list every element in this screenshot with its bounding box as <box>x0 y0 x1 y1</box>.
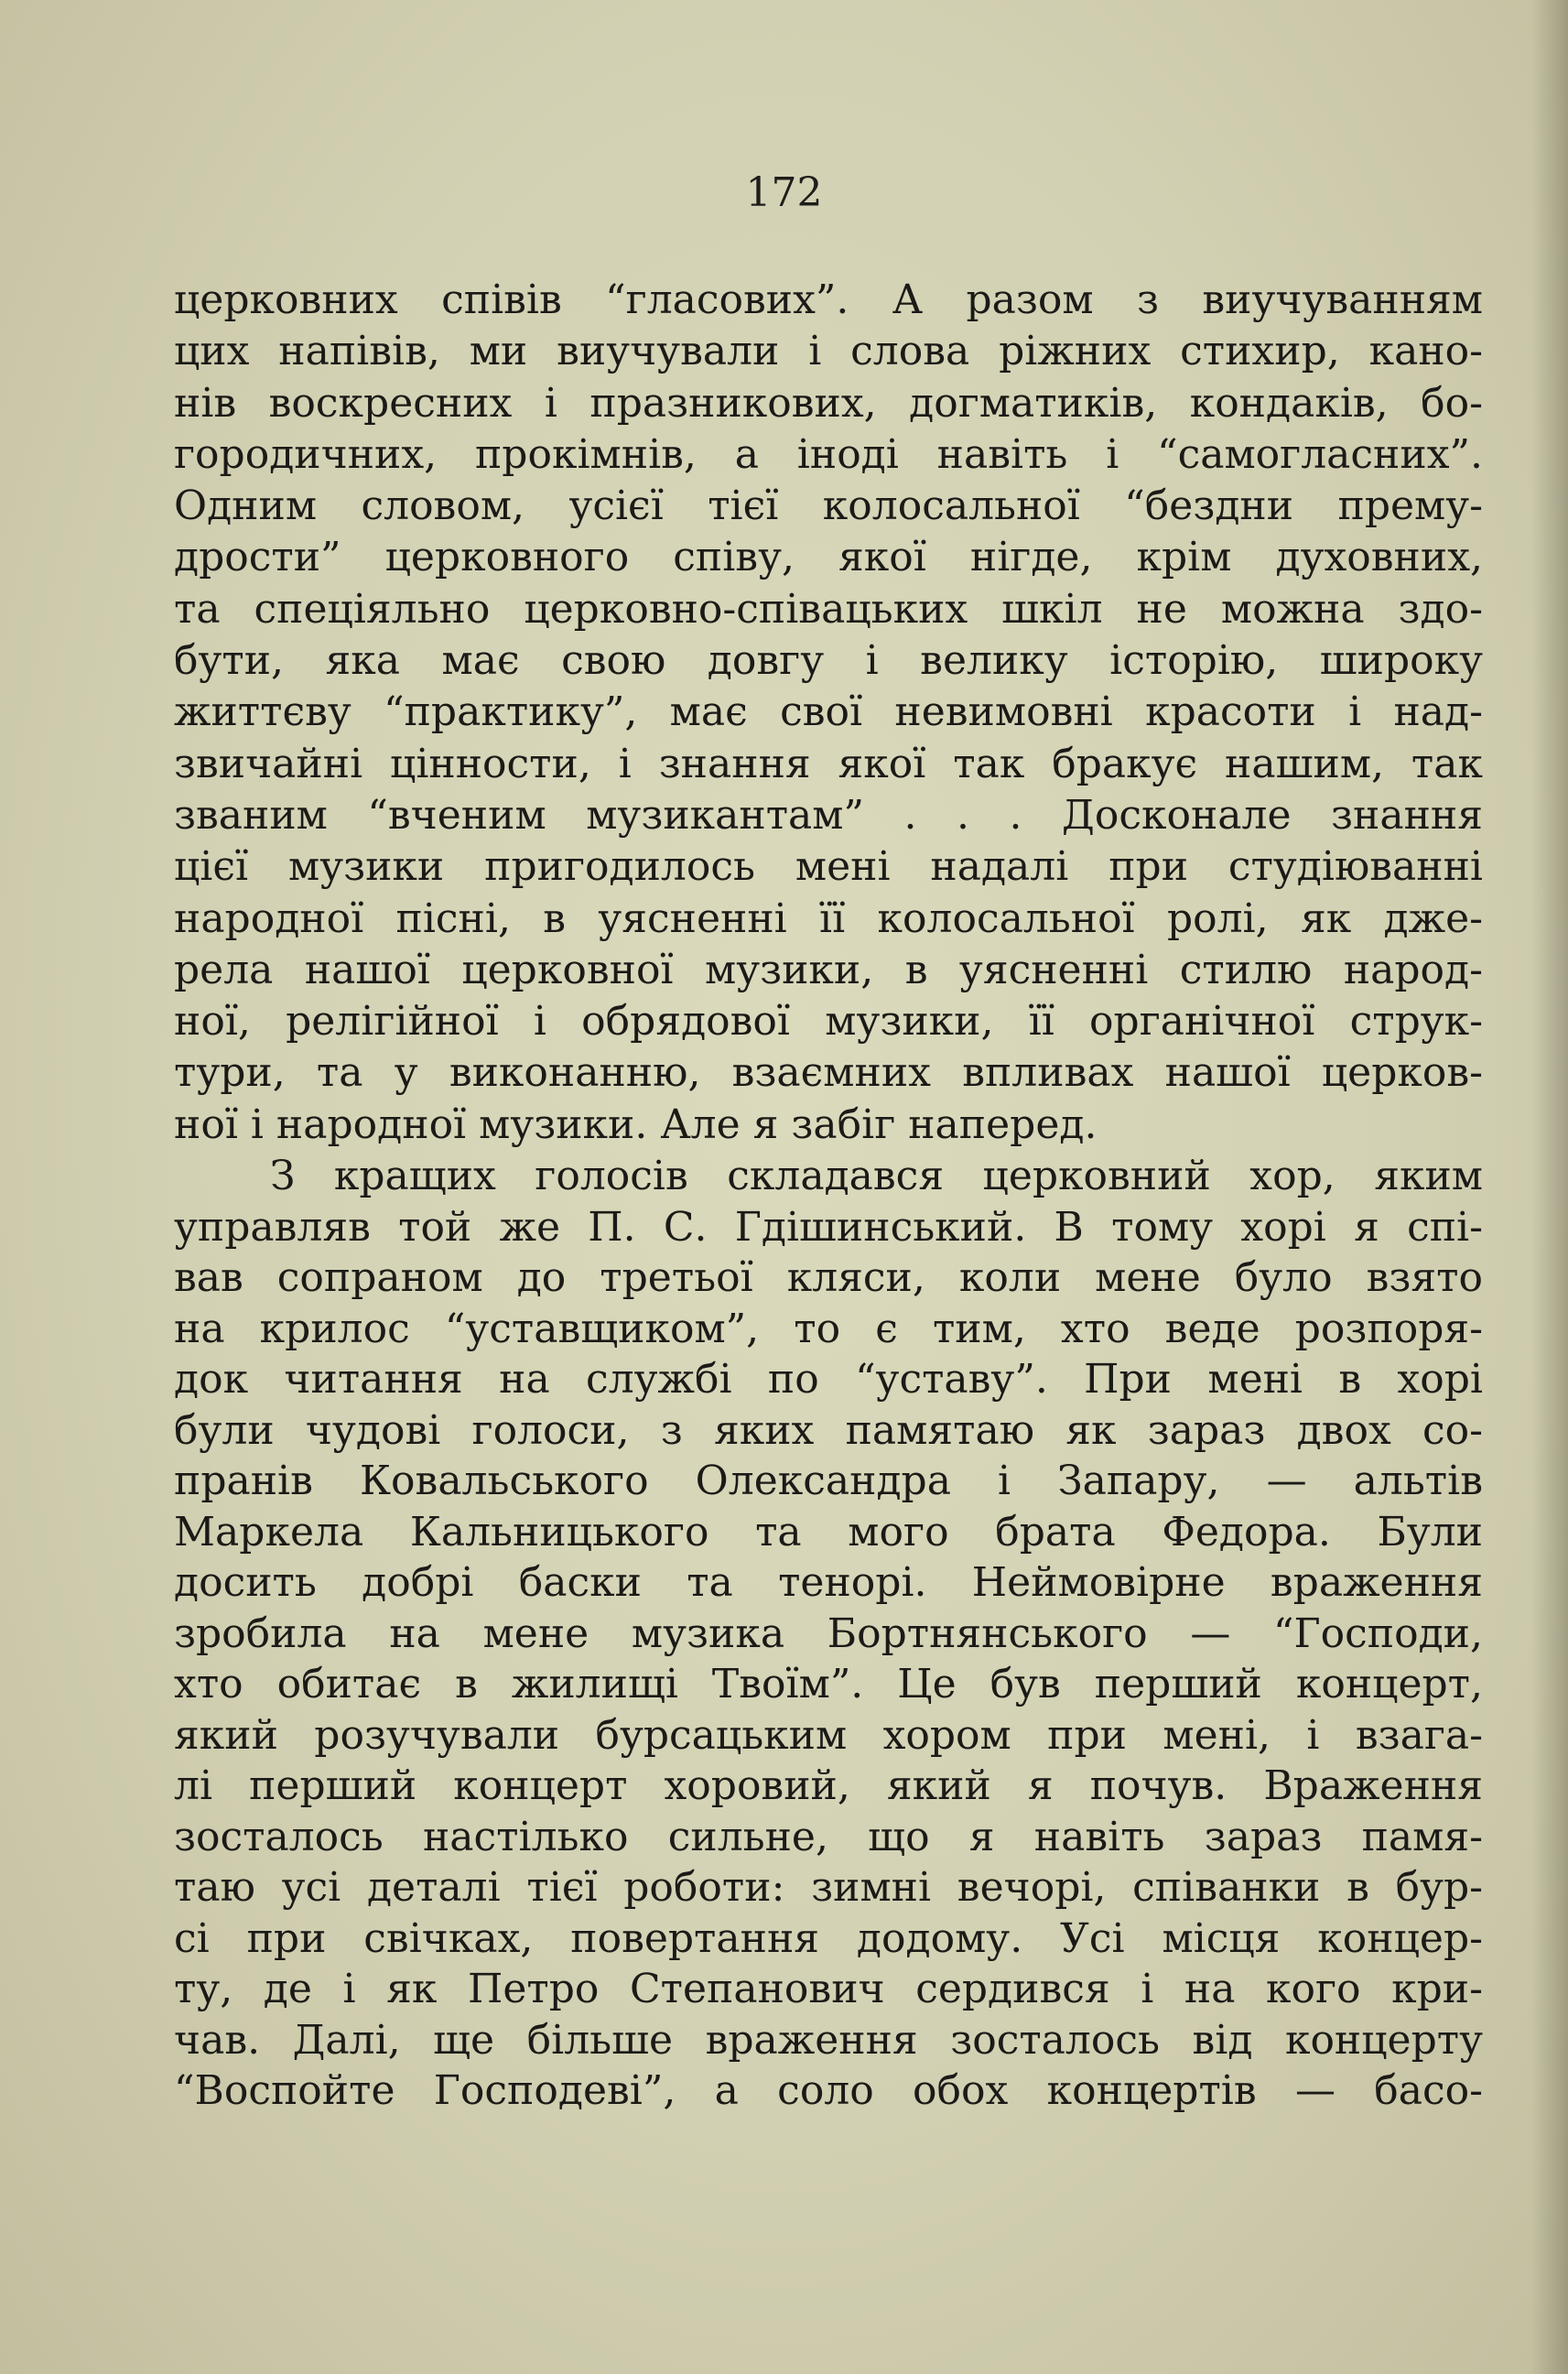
text-line: зосталось настілько сильне, що я навіть зараз памя- <box>174 1813 1483 1860</box>
text-line: тури, та у виконанню, взаємних впливах нашої церков- <box>174 1049 1483 1097</box>
text-line: нів воскресних і празникових, догматиків, кондаків, бо- <box>174 379 1483 427</box>
text-line: народної пісні, в уясненні її колосальної ролі, як дже- <box>174 894 1483 942</box>
text-line: званим “вченим музикантам” . . . Досконале знання <box>174 791 1483 839</box>
text-line: Одним словом, усієї тієї колосальної “бездни прему- <box>174 482 1483 530</box>
text-line: “Воспойте Господеві”, а соло обох концертів — басо- <box>174 2067 1483 2115</box>
text-line: ної і народної музики. Але я забіг наперед. <box>174 1100 1098 1148</box>
text-line: З кращих голосів складався церковний хор, яким <box>270 1153 1483 1200</box>
text-line: зробила на мене музика Бортнянського — “Господи, <box>174 1610 1483 1657</box>
text-line: звичайні цінности, і знання якої так бракує нашим, так <box>174 740 1483 787</box>
text-line: який розучували бурсацьким хором при мені, і взага- <box>174 1711 1483 1759</box>
body-text <box>174 275 1483 2117</box>
text-line: Маркела Кальницького та мого брата Федора. Були <box>174 1508 1483 1556</box>
text-line: цієї музики пригодилось мені надалі при студіюванні <box>174 843 1483 891</box>
text-line: життєву “практику”, має свої невимовні красоти і над- <box>174 688 1483 736</box>
text-line: сі при свічках, повертання додому. Усі місця концер- <box>174 1914 1483 1962</box>
text-line: пранів Ковальського Олександра і Запару, — альтів <box>174 1458 1483 1505</box>
paragraph-2 <box>174 1151 1483 2117</box>
text-line: церковних співів “гласових”. А разом з виучуванням <box>174 276 1483 323</box>
text-line: вав сопраном до третьої кляси, коли мене було взято <box>174 1254 1483 1302</box>
text-line: лі перший концерт хоровий, який я почув. Враження <box>174 1762 1483 1810</box>
text-line: дрости” церковного співу, якої нігде, крім духовних, <box>174 534 1483 581</box>
text-line: чав. Далі, ще більше враження зосталось від концерту <box>174 2016 1483 2064</box>
text-line: управляв той же П. С. Гдішинський. В тому хорі я спі- <box>174 1203 1483 1251</box>
text-line: на крилос “уставщиком”, то є тим, хто веде розпоря- <box>174 1305 1483 1352</box>
text-line: док читання на службі по “уставу”. При мені в хорі <box>174 1356 1483 1404</box>
text-line: ту, де і як Петро Степанович сердився і на кого кри- <box>174 1966 1483 2013</box>
text-line: бути, яка має свою довгу і велику історію, широку <box>174 637 1483 685</box>
text-line: та спеціяльно церковно-співацьких шкіл не можна здо- <box>174 585 1483 633</box>
text-line: хто обитає в жилищі Твоїм”. Це був перший концерт, <box>174 1661 1483 1708</box>
page-number: 172 <box>745 169 823 216</box>
text-line: городичних, прокімнів, а іноді навіть і “самогласних”. <box>174 430 1483 478</box>
text-line: рела нашої церковної музики, в уясненні стилю народ- <box>174 946 1483 993</box>
text-line: цих напівів, ми виучували і слова ріжних стихир, кано- <box>174 328 1483 375</box>
page-edge-shadow <box>1531 0 1568 2374</box>
text-line: були чудові голоси, з яких памятаю як зараз двох со- <box>174 1406 1483 1454</box>
text-line: ної, релігійної і обрядової музики, її органічної струк- <box>174 998 1483 1046</box>
paragraph-1 <box>174 275 1483 1151</box>
text-line: таю усі деталі тієї роботи: зимні вечорі, співанки в бур- <box>174 1864 1483 1912</box>
text-line: досить добрі баски та тенорі. Неймовірне враження <box>174 1559 1483 1607</box>
